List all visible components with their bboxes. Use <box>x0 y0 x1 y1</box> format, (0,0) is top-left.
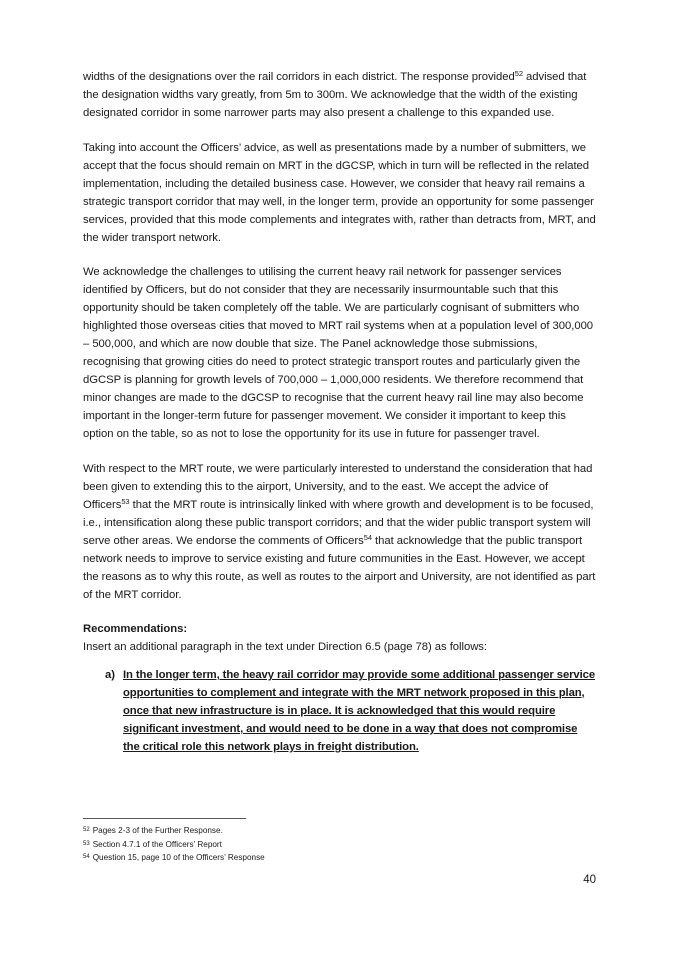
paragraph-text: that the MRT route is intrinsically linked with where growth and development is to be focused, i.e., intensification along these public transport corridors; and that the wider public transport system will serve other areas. We endorse the comments of Officers <box>83 498 594 547</box>
footnotes <box>83 824 265 865</box>
footnote-number: 54 <box>83 854 90 861</box>
footnote-number: 53 <box>83 840 90 847</box>
footnote-ref-53[interactable]: 53 <box>121 496 130 506</box>
footnote-divider <box>83 818 246 819</box>
footnote-text: Section 4.7.1 of the Officers’ Report <box>92 839 222 849</box>
page-number: 40 <box>583 874 596 886</box>
paragraph-text: widths of the designations over the rail corridors in each district. The response provided <box>83 71 515 83</box>
footnote-ref-54[interactable]: 54 <box>363 532 372 542</box>
footnote-ref-52[interactable]: 52 <box>514 69 523 78</box>
page-body <box>83 68 596 756</box>
footnote-text: Question 15, page 10 of the Officers’ Response <box>92 853 265 863</box>
footnote-number: 52 <box>83 827 90 833</box>
paragraph-text: advised that the designation widths vary greatly, from 5m to 300m. We acknowledge that the width of the existing designated corridor in some narrower parts may also present a challenge to this expanded use. <box>83 71 587 119</box>
paragraph-mrt-route <box>83 460 596 604</box>
footnote-53 <box>83 838 265 852</box>
paragraph-officers-advice: Taking into account the Officers’ advice, as well as presentations made by a number of submitters, we accept that the focus should remain on MRT in the dGCSP, which in turn will be reflected in the related implementation, including the detailed business case. However, we consider that heavy rail remains a strategic transport corridor that may well, in the longer term, provide an opportunity for some passenger services, provided that this mode complements and integrates with, rather than detracts from, MRT, and the wider transport network. <box>83 141 596 244</box>
recommendations-intro: Insert an additional paragraph in the text under Direction 6.5 (page 78) as follows: <box>83 641 487 653</box>
recommendations-heading: Recommendations: <box>83 623 188 635</box>
paragraph-text: With respect to the MRT route, we were particularly interested to understand the consideration that had been given to extending this to the airport, University, and to the east. We accept the advice of Officers <box>83 462 593 511</box>
paragraph-designation-widths <box>83 68 596 122</box>
footnote-52 <box>83 824 265 838</box>
recommendations-list <box>83 666 596 756</box>
list-marker: a) <box>105 669 116 681</box>
paragraph-text: that acknowledge that the public transport network needs to improve to service existing and future communities in the East. However, we accept the reasons as to why this route, as well as routes to the airport and University, are not identified as part of the MRT corridor. <box>83 534 596 601</box>
footnote-54 <box>83 851 265 865</box>
footnote-text: Pages 2-3 of the Further Response. <box>92 826 223 835</box>
recommendation-text: In the longer term, the heavy rail corridor may provide some additional passenger service opportunities to complement and integrate with the MRT network proposed in this plan, once that new infrastructure is in place. It is acknowledged that this would require significant investment, and would need to be done in a way that does not compromise the critical role this network plays in freight distribution. <box>123 669 596 753</box>
recommendation-item <box>83 666 596 756</box>
paragraph-heavy-rail-challenges: We acknowledge the challenges to utilising the current heavy rail network for passenger services identified by Officers, but do not consider that they are necessarily insurmountable such that this opportunity should be taken completely off the table. We are particularly cognisant of submitters who highlighted those overseas cities that moved to MRT rail systems when at a population level of 300,000 – 500,000, and which are now double that size. The Panel acknowledge those submissions, recognising that growing cities do need to protect strategic transport routes and particularly given the dGCSP is planning for growth levels of 700,000 – 1,000,000 residents. We therefore recommend that minor changes are made to the dGCSP to recognise that the current heavy rail line may also become important in the longer-term future for passenger movement. We consider it important to keep this option on the table, so as not to lose the opportunity for its use in future for passenger travel. <box>83 266 594 440</box>
